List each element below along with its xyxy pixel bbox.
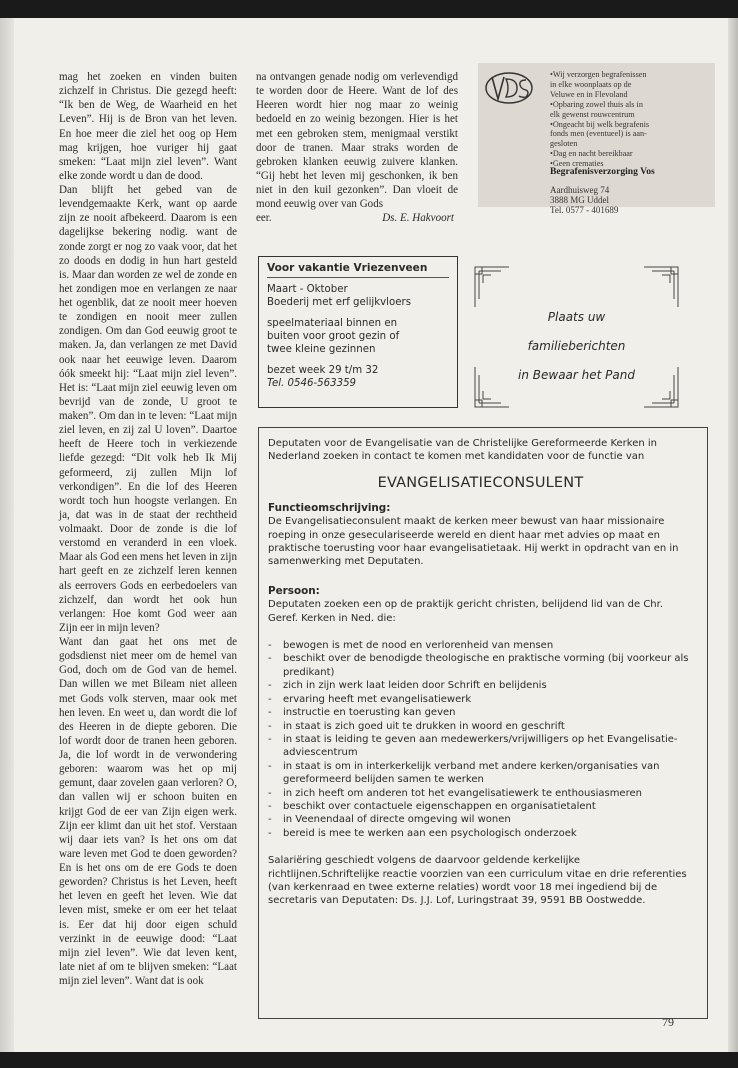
article-column-1 xyxy=(59,70,237,988)
vos-service-line: •Dag en nacht bereikbaar xyxy=(550,149,633,159)
list-item: - in Veenendaal of directe omgeving wil wonen xyxy=(268,813,693,826)
vakantie-line: Maart - Oktober xyxy=(267,284,348,295)
list-item: - bereid is mee te werken aan een psychologisch onderzoek xyxy=(268,827,693,840)
vos-phone: Tel. 0577 - 401689 xyxy=(550,205,619,215)
vakantie-line: buiten voor groot gezin of xyxy=(267,331,400,342)
vos-address xyxy=(550,185,618,215)
vacature-body xyxy=(268,437,693,908)
vos-services-list xyxy=(550,70,710,169)
corner-ornament-icon xyxy=(473,265,511,309)
corner-ornament-icon xyxy=(642,265,680,309)
list-item: - in staat is om in interkerkelijk verband met andere kerken/organisaties van gereformeerd belijden samen te werken xyxy=(268,760,693,787)
vos-address-line: 3888 MG Uddel xyxy=(550,195,609,205)
article-author: Ds. E. Hakvoort xyxy=(382,212,454,225)
familieberichten-line: Plaats uw xyxy=(547,310,606,324)
vakantie-title: Voor vakantie Vriezenveen xyxy=(267,262,428,274)
vos-service-line: in elke woonplaats op de xyxy=(550,79,632,89)
signature-row xyxy=(256,211,458,225)
vacature-closing: Salariëring geschiedt volgens de daarvoor geldende kerkelijke richtlijnen.Schriftelijke reactie voorzien van een curriculum vitae en drie referenties (van kerkenraad en twee externe relaties) wordt voor 18 mei ingediend bij de secretaris van Deputaten: Ds. J.J. Lof, Luringstraat 39, 9591 BB Oostwedde. xyxy=(268,855,687,907)
list-item: - in staat is zich goed uit te drukken in woord en geschrift xyxy=(268,720,693,733)
magazine-page xyxy=(0,18,738,1052)
article-paragraph: na ontvangen genade nodig om verlevendigd te worden door de Heere. Want de lof des Heeren wordt hier nog maar zo weinig bedoeld en zo weinig bezongen. Hier is het met een gebroken stem, menigmaal verstikt door de tranen. Maar straks worden de gebroken klanken eeuwig zuivere klanken. “Gij hebt het leven mij geschonken, ik ben niet in den kuil gezonken”. Dan vloeit de mond eeuwig over van Gods xyxy=(256,71,458,211)
vakantie-line: twee kleine gezinnen xyxy=(267,344,376,355)
vakantie-phone: Tel. 0546-563359 xyxy=(267,378,357,389)
persoon-heading: Persoon: xyxy=(268,584,320,597)
functie-heading: Functieomschrijving: xyxy=(268,501,391,514)
article-paragraph: mag het zoeken en vinden buiten zichzelf in Christus. Die gezegd heeft: “Ik ben de Weg, de Waarheid en het Leven”. Hij is de Bron van het leven. En hoe meer die ziel het oog op Hem mag krijgen, hoe vuriger hij gaat smeken: “Laat mijn ziel leven”. Want elke zonde wordt u dan de dood. xyxy=(59,71,237,182)
persoon-text: Deputaten zoeken een op de praktijk gericht christen, belijdend lid van de Chr. Geref. Kerken in Ned. die: xyxy=(268,599,664,624)
list-item: - in zich heeft om anderen tot het evangelisatiewerk te enthousiasmeren xyxy=(268,787,693,800)
list-item: - in staat is leiding te geven aan medewerkers/vrijwilligers op het Evangelisatie-adviescentrum xyxy=(268,733,693,760)
article-paragraph: Want dan gaat het ons met de godsdienst niet meer om de hemel van God, doch om de God van de hemel. Dan willen we met Bileam niet alleen met Gods volk sterven, maar ook met hen leven. En weet u, dan wordt die lof des Heeren in de diepte geboren. Die lof wordt door de tranen heen geboren. Ja, die lof wordt in de verwondering geboren: waarom was het op mij gemunt, daar zovelen gaan verloren? O, dan vallen wij er schoon buiten en krijgt God de eer van Zijn eigen werk. Zijn eer klimt dan uit het stof. Verstaan wij daar iets van? Is het ons om dat ware leven met God te doen geworden? En is het ons om de ere Gods te doen geworden? Christus is het Leven, heeft het leven en geeft het leven. Wie dat leven mist, smeke er om eer het telaat is. Eer dat hij door eigen schuld verzinkt in de eeuwige dood: “Laat mijn ziel leven”. Wie dat leven kent, late niet af om te blijven smeken: “Laat mijn ziel leven”. Want dat is ook xyxy=(59,636,237,987)
requirements-list xyxy=(268,639,693,840)
vacature-intro: Deputaten voor de Evangelisatie van de Christelijke Gereformeerde Kerken in Nederland zoeken in contact te komen met kandidaten voor de functie van xyxy=(268,438,657,463)
vos-service-line: •Opbaring zowel thuis als in xyxy=(550,99,643,109)
vos-service-line: Veluwe en in Flevoland xyxy=(550,89,628,99)
vos-service-line: •Geen crematies xyxy=(550,159,604,169)
ad-vacature xyxy=(258,427,708,1019)
list-item: - beschikt over de benodigde theologische en praktische vorming (bij voorkeur als predikant) xyxy=(268,652,693,679)
page-edge-left xyxy=(0,18,14,1052)
list-item: - instructie en toerusting kan geven xyxy=(268,706,693,719)
ad-begrafenisverzorging xyxy=(478,63,715,215)
vos-service-line: •Wij verzorgen begrafenissen xyxy=(550,70,647,79)
divider xyxy=(267,277,449,278)
page-number: 79 xyxy=(662,1015,674,1029)
list-item: - bewogen is met de nood en verlorenheid van mensen xyxy=(268,639,693,652)
vakantie-line: Boederij met erf gelijkvloers xyxy=(267,297,411,308)
list-item: - beschikt over contactuele eigenschappen en organisatietalent xyxy=(268,800,693,813)
vos-service-line: •Ongeacht bij welk begrafenis xyxy=(550,119,650,129)
vos-logo-icon xyxy=(484,71,534,105)
vos-service-line: fonds men (eventueel) is aan- xyxy=(550,129,647,139)
ad-familieberichten xyxy=(471,261,682,411)
ad-vakantie xyxy=(258,256,458,408)
vos-company-name: Begrafenisverzorging Vos xyxy=(550,166,655,177)
article-last-word: eer. xyxy=(256,212,272,225)
functie-text: De Evangelisatieconsulent maakt de kerken meer bewust van haar missionaire roeping in onze geseculariseerde wereld en dient haar met advies op maat en praktische toerusting voor haar evangelisatietaak. Hij werkt in opdracht van en in samenwerking met Deputaten. xyxy=(268,516,679,568)
article-column-2 xyxy=(256,70,458,225)
vakantie-line: speelmateriaal binnen en xyxy=(267,318,398,329)
vakantie-line: bezet week 29 t/m 32 xyxy=(267,365,379,376)
vos-address-line: Aardhuisweg 74 xyxy=(550,185,610,195)
vos-service-line: gesloten xyxy=(550,139,578,149)
article-paragraph: Dan blijft het gebed van de levendgemaakte Kerk, want op aarde zijn ze nooit afbekeerd. Daarom is een dagelijkse bekering nodig. want de zonde zorgt er nog zo vaak voor, dat het zo doods en dodig in hun hart gesteld is. Maar dan worden ze wel de zonde en het zondigen moe en verlangen ze naar het ogenblik, dat ze nooit meer hoeven te zondigen en nooit meer zullen zondigen. Om dan God eeuwig groot te maken. Ja, dan verlangen ze met David ook naar het eeuwige leven. Daarom óók smeekt hij: “Laat mijn ziel leven”. Het is: “Laat mijn ziel eeuwig leven om bevrijd van de zonde, U groot te maken”. Om dan in te leven: “Laat mijn ziel leven, en zij zal U loven”. Daartoe heeft de Heere toch in verkiezende liefde gezegd: “Dit volk heb Ik Mij geformeerd, zij zullen Mijn lof verkondigen”. En die lof des Heeren wordt toch hun hoogste verlangen. En ja, dat was in de staat der rechtheid volmaakt. Door de zonde is die lof verstomd en veranderd in een vloek. Maar als God een mens het leven in zijn hart geeft en ze zichzelf leren kennen als eerrovers Gods en eerbedoelers van zichzelf, dan wordt het ook hun verlangen: Hoe komt God weer aan Zijn eer in mijn leven? xyxy=(59,184,237,634)
familieberichten-line: familieberichten xyxy=(527,339,626,353)
familieberichten-line: in Bewaar het Pand xyxy=(518,368,635,382)
vos-service-line: elk gewenst rouwcentrum xyxy=(550,109,635,119)
page-edge-right xyxy=(728,18,738,1052)
list-item: - zich in zijn werk laat leiden door Schrift en belijdenis xyxy=(268,679,693,692)
vacature-title: EVANGELISATIECONSULENT xyxy=(377,474,584,491)
list-item: - ervaring heeft met evangelisatiewerk xyxy=(268,693,693,706)
